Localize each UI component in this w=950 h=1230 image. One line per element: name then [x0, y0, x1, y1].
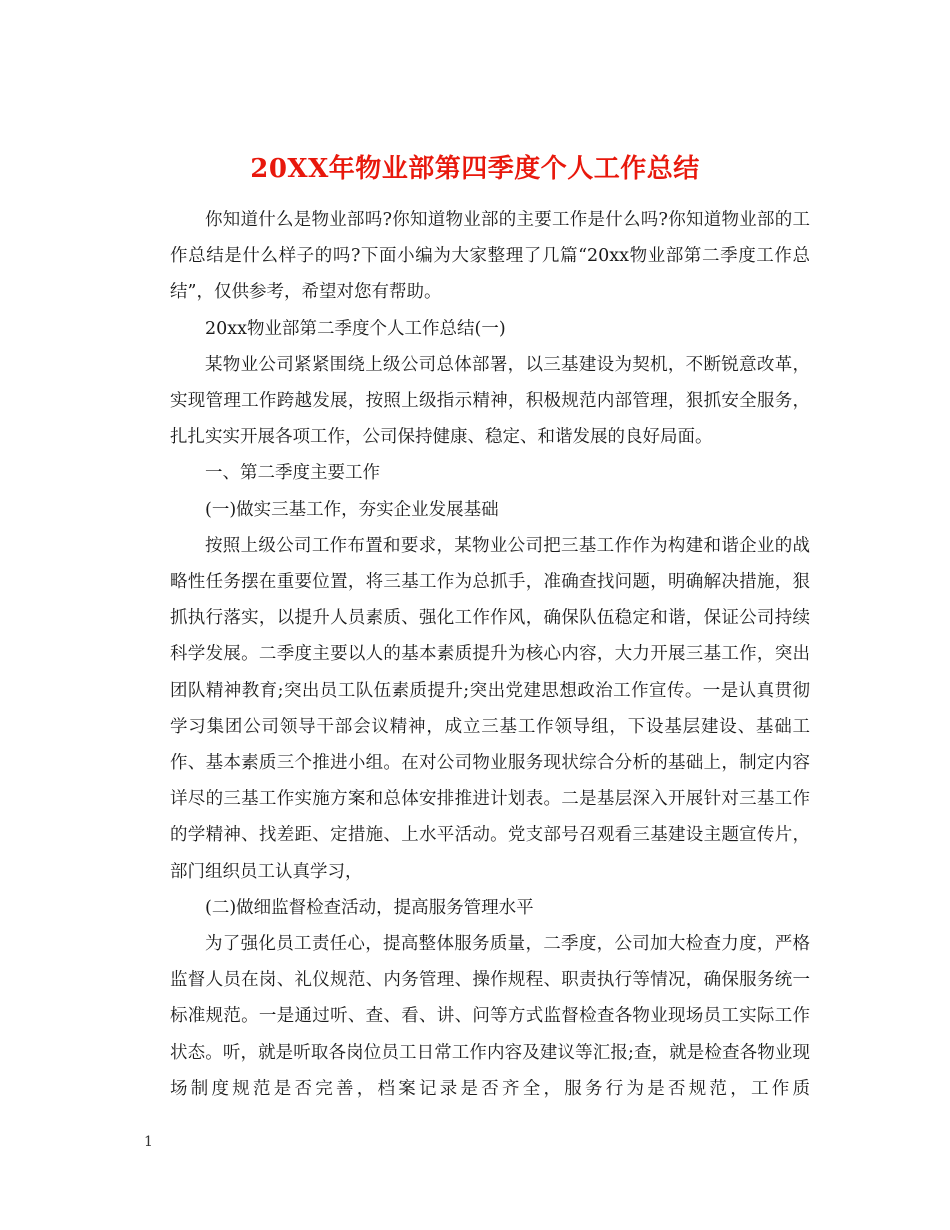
subsection-heading-one: (一)做实三基工作，夯实企业发展基础: [205, 499, 499, 520]
paragraph-overview: 某物业公司紧紧围绕上级公司总体部署，以三基建设为契机，不断锐意改革，实现管理工作跨越发展，按照上级指示精神，积极规范内部管理，狠抓安全服务，扎扎实实开展各项工作，公司保持健康、稳定、和谐发展的良好局面。: [170, 354, 810, 448]
paragraph-intro: 你知道什么是物业部吗?你知道物业部的主要工作是什么吗?你知道物业部的工作总结是什么样子的吗?下面小编为大家整理了几篇“20xx物业部第二季度工作总结”，仅供参考，希望对您有帮助。: [170, 210, 810, 303]
document-title: 20XX年物业部第四季度个人工作总结: [250, 154, 700, 185]
paragraph-subtitle: 20xx物业部第二季度个人工作总结(一): [205, 318, 506, 339]
paragraph-three-basics: 按照上级公司工作布置和要求，某物业公司把三基工作作为构建和谐企业的战略性任务摆在重要位置，将三基工作为总抓手，准确查找问题，明确解决措施，狠抓执行落实，以提升人员素质、强化工作作风，确保队伍稳定和谐，保证公司持续科学发展。二季度主要以人的基本素质提升为核心内容，大力开展三基工作，突出团队精神教育;突出员工队伍素质提升;突出党建思想政治工作宣传。一是认真贯彻学习集团公司领导干部会议精神，成立三基工作领导组，下设基层建设、基础工作、基本素质三个推进小组。在对公司物业服务现状综合分析的基础上，制定内容详尽的三基工作实施方案和总体安排推进计划表。二是基层深入开展针对三基工作的学精神、找差距、定措施、上水平活动。党支部号召观看三基建设主题宣传片，部门组织员工认真学习，: [170, 535, 810, 882]
paragraph-supervision: 为了强化员工责任心，提高整体服务质量，二季度，公司加大检查力度，严格监督人员在岗、礼仪规范、内务管理、操作规程、职责执行等情况，确保服务统一标准规范。一是通过听、查、看、讲、问等方式监督检查各物业现场员工实际工作状态。听，就是听取各岗位员工日常工作内容及建议等汇报;查，就是检查各物业现场制度规范是否完善，档案记录是否齐全，服务行为是否规范，工作质: [170, 934, 810, 1099]
document-body: [170, 202, 810, 1107]
subsection-heading-two: (二)做细监督检查活动，提高服务管理水平: [205, 897, 534, 918]
section-heading-main-work: 一、第二季度主要工作: [205, 463, 380, 484]
page-number: 1: [144, 1134, 153, 1150]
